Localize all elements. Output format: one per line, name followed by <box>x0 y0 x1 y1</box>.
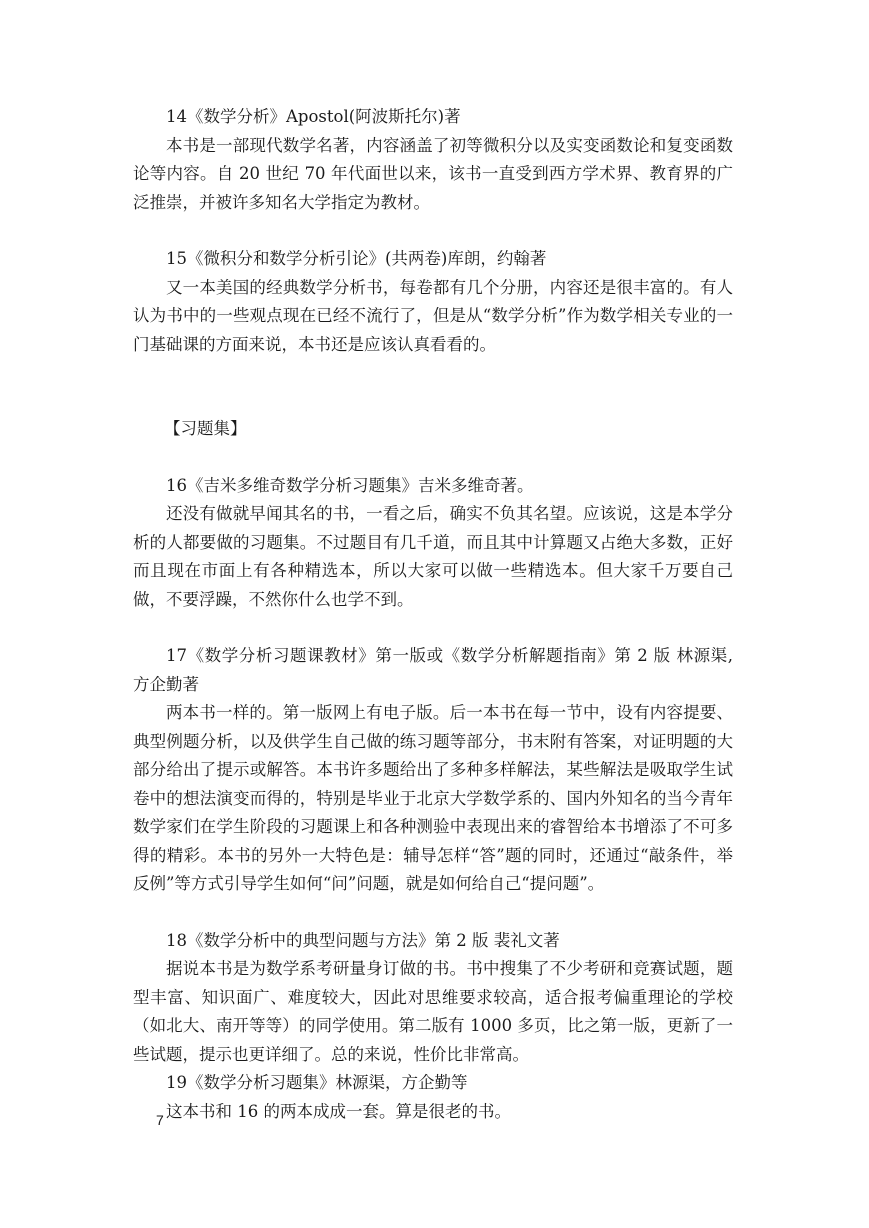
entry-heading-17: 17《数学分析习题课教材》第一版或《数学分析解题指南》第 2 版 林源渠, 方企勤著 <box>133 646 733 694</box>
entry-body-19: 这本书和 16 的两本成成一套。算是很老的书。 <box>166 1101 511 1121</box>
page-number: 7 <box>156 1112 164 1128</box>
spacer <box>133 359 733 415</box>
entry-body-17: 两本书一样的。第一版网上有电子版。后一本书在每一节中，设有内容提要、典型例题分析，以及供学生自己做的练习题等部分，书末附有答案，对证明题的大部分给出了提示或解答。本书许多题给出了多种多样解法，某些解法是吸取学生试卷中的想法演变而得的，特别是毕业于北京大学数学系的、国内外知名的当今青年数学家们在学生阶段的习题课上和各种测验中表现出来的睿智给本书增添了不可多得的精彩。本书的另外一大特色是：辅导怎样“答”题的同时，还通过“敲条件，举反例”等方式引导学生如何“问”问题，就是如何给自己“提问题”。 <box>133 703 733 893</box>
spacer <box>133 444 733 472</box>
spacer <box>133 614 733 642</box>
entry-body-16: 还没有做就早闻其名的书，一看之后，确实不负其名望。应该说，这是本学分析的人都要做的习题集。不过题目有几千道，而且其中计算题又占绝大多数，正好而且现在市面上有各种精选本，所以大家可以做一些精选本。但大家千万要自己做，不要浮躁，不然你什么也学不到。 <box>133 504 733 609</box>
entry-heading-16: 16《吉米多维奇数学分析习题集》吉米多维奇著。 <box>166 475 534 495</box>
entry-heading-19: 19《数学分析习题集》林源渠，方企勤等 <box>166 1073 468 1092</box>
entry-body-14: 本书是一部现代数学名著，内容涵盖了初等微积分以及实变函数论和复变函数论等内容。自 20 世纪 70 年代面世以来，该书一直受到西方学术界、教育界的广泛推崇，并被许多知名大学指定为教材。 <box>133 135 733 212</box>
spacer <box>133 899 733 927</box>
entry-body-18: 据说本书是为数学系考研量身订做的书。书中搜集了不少考研和竞赛试题，题型丰富、知识面广、难度较大，因此对思维要求较高，适合报考偏重理论的学校（如北大、南开等等）的同学使用。第二版有 1000 多页，比之第一版，更新了一些试题，提示也更详细了。总的来说，性价比非常高。 <box>133 959 733 1064</box>
entry-heading-15: 15《微积分和数学分析引论》(共两卷)库朗，约翰著 <box>166 249 547 268</box>
entry-body-15: 又一本美国的经典数学分析书，每卷都有几个分册，内容还是很丰富的。有人认为书中的一些观点现在已经不流行了，但是从“数学分析”作为数学相关专业的一门基础课的方面来说，本书还是应该认真看看的。 <box>133 277 733 354</box>
section-title: 【习题集】 <box>164 419 247 438</box>
entry-heading-18: 18《数学分析中的典型问题与方法》第 2 版 裴礼文著 <box>166 930 560 950</box>
entry-heading-14: 14《数学分析》Apostol(阿波斯托尔)著 <box>166 107 461 126</box>
page-content <box>133 103 733 1126</box>
spacer <box>133 217 733 245</box>
